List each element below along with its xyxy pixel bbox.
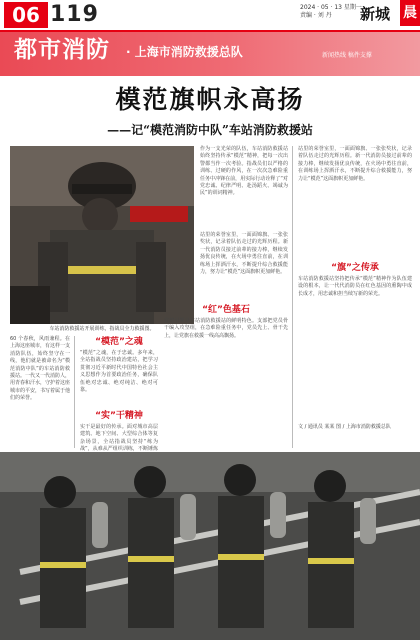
masthead-badge: 晨	[400, 0, 420, 26]
banner-editor: 新闻热线 稿件支撑	[322, 52, 372, 59]
section-1-text: “模范”之魂，在于忠诚。多年来，全站指战员坚持政治建站，把学习贯彻习近平新时代中国特色社会主义思想作为首要政治任务，确保队伍绝对忠诚、绝对纯洁、绝对可靠。	[80, 350, 158, 394]
col-4-paragraph: 站里的荣誉室里，一面面锦旗、一张张奖状，记录着队伍走过的光辉历程。新一代消防员接过前辈的接力棒，继续发扬优良传统，在火场中勇往直前，在训练场上挥洒汗水，不断提升综合救援能力，努力让“模范”这面旗帜更加鲜艳。	[298, 146, 412, 182]
column-divider	[292, 146, 293, 448]
masthead-logo: 新城	[360, 5, 391, 23]
issue-number: 119	[50, 2, 99, 27]
photo-caption: 车站消防救援站开展训练，指战员全力救援图。	[49, 326, 155, 332]
section-heading-4: “旗”之传承	[331, 263, 379, 273]
section-4-text: 车站消防救援站坚持把传承“模范”精神作为队伍建设的根本，让一代代消防员在红色基因的熏陶中成长成才，用忠诚和担当续写新的荣光。	[298, 276, 412, 297]
firefighter-ladder-illustration	[0, 452, 420, 640]
firefighter-photo-top	[10, 146, 194, 324]
col-2-paragraph: 作为一支光荣的队伍，车站消防救援站始终坚持传承“模范”精神，把每一次出警都当作一次考验。指战员们以严格的训练、过硬的作风，在一次次急难险重任务中冲锋在前，用实际行动诠释了“对党忠诚、纪律严明、赴汤蹈火、竭诚为民”的训词精神。	[200, 146, 288, 197]
article-subtitle: ——记“模范消防中队”车站消防救援站	[107, 123, 313, 137]
lead-paragraph: 60 个春秋，风雨兼程。在上海这座城市，有这样一支消防队伍，始终坚守在一线，他们就是被命名为“模范消防中队”的车站消防救援站。一代又一代消防人，用青春和汗水，守护着这座城市的平安，书写着属于他们的荣誉。	[10, 336, 71, 402]
date-line: 2024 · 05 · 13 星期一	[300, 4, 362, 11]
banner-title: 都市消防	[14, 37, 110, 63]
section-heading-2: “红”色基石	[202, 305, 250, 315]
firefighter-ladder-photo	[0, 452, 420, 640]
col-3-paragraph: 站里的荣誉室里，一面面锦旗、一张张奖状，记录着队伍走过的光辉历程。新一代消防员接过前辈的接力棒，继续发扬优良传统，在火场中勇往直前，在训练场上挥洒汗水，不断提升综合救援能力，努力让“模范”这面旗帜更加鲜艳。	[200, 232, 288, 276]
editor-line: 责编 · 刘 丹	[300, 12, 332, 19]
section-heading-1: “模范”之魂	[95, 337, 143, 347]
byline: 文 / 通讯员 某某 图 / 上海市消防救援总队	[298, 424, 391, 430]
article-title: 模范旗帜永高扬	[115, 85, 305, 114]
page-number: 06	[4, 2, 48, 28]
banner-subtitle: · 上海市消防救援总队	[126, 45, 243, 59]
section-2-text: 党建引领是车站消防救援站的鲜明特色。支部把党员骨干编入攻坚组，在急难险重任务中，党员先上、骨干先上，让党旗在救援一线高高飘扬。	[164, 318, 288, 339]
section-heading-3: “实”干精神	[95, 411, 143, 421]
section-3-text: 实干是最好的传承。面对城市高层建筑、地下空间、大型综合体等复杂场景，全站指战员坚持“练为战”，从难从严组织训练，不断锤炼	[80, 424, 158, 453]
firefighter-illustration	[10, 146, 194, 324]
column-divider	[74, 336, 75, 448]
header-info	[300, 4, 362, 20]
